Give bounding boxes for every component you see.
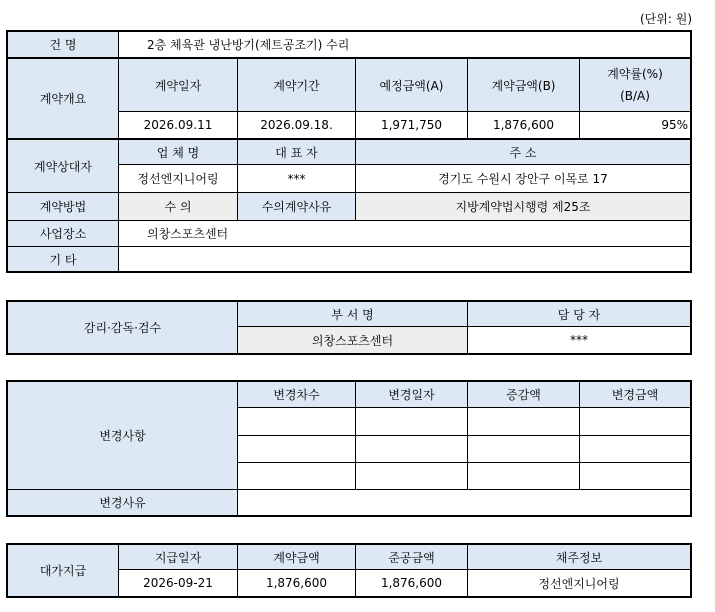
overview-label: 계약개요 xyxy=(8,59,118,138)
changes-header-amount: 변경금액 xyxy=(580,382,690,407)
site-label: 사업장소 xyxy=(8,221,118,246)
header-contract-rate xyxy=(580,59,690,111)
party-value-company: 정선엔지니어링 xyxy=(137,172,219,186)
etc-value xyxy=(119,247,690,271)
party-value-representative: *** xyxy=(287,171,306,186)
party-header-address: 주 소 xyxy=(356,140,690,164)
etc-label: 기 타 xyxy=(8,247,118,271)
value-estimated-amount: 1,971,750 xyxy=(380,118,443,132)
header-estimated-amount: 예정금액(A) xyxy=(356,59,467,111)
method-value: 수 의 xyxy=(119,193,237,220)
payment-header-completion-amount: 준공금액 xyxy=(356,545,467,569)
value-contract-period: 2026.09.18. xyxy=(260,118,333,132)
value-contract-date: 2026.09.11 xyxy=(143,118,213,132)
payment-value-contract-amount: 1,876,600 xyxy=(265,576,328,590)
changes-header-date: 변경일자 xyxy=(356,382,467,407)
inspection-label: 감리·감독·검수 xyxy=(8,302,237,353)
title-value: 2층 체육관 냉난방기(제트공조기) 수리 xyxy=(147,38,350,52)
payment-header-date: 지급일자 xyxy=(119,545,237,569)
value-contract-amount: 1,876,600 xyxy=(492,118,555,132)
party-header-company: 업 체 명 xyxy=(119,140,237,164)
party-value-address: 경기도 수원시 장안구 이목로 17 xyxy=(438,172,608,186)
reason-label: 수의계약사유 xyxy=(238,193,355,220)
changes-label: 변경사항 xyxy=(8,382,237,489)
payment-header-creditor: 채주정보 xyxy=(468,545,690,569)
payment-value-date: 2026-09-21 xyxy=(143,576,213,590)
value-contract-rate: 95% xyxy=(661,118,688,132)
header-contract-rate-line2: (B/A) xyxy=(620,89,650,103)
unit-label: (단위: 원) xyxy=(640,12,692,26)
inspection-header-department: 부 서 명 xyxy=(238,302,467,326)
inspection-value-department: 의창스포츠센터 xyxy=(238,327,467,353)
method-label: 계약방법 xyxy=(8,193,118,220)
site-value: 의창스포츠센터 xyxy=(147,227,229,241)
inspection-value-manager: *** xyxy=(570,333,588,347)
changes-header-round: 변경차수 xyxy=(238,382,355,407)
party-header-representative: 대 표 자 xyxy=(238,140,355,164)
changes-header-delta: 증감액 xyxy=(468,382,579,407)
header-contract-rate-line1: 계약률(%) xyxy=(607,67,663,81)
reason-value: 지방계약법시행령 제25조 xyxy=(356,193,690,220)
party-label: 계약상대자 xyxy=(8,140,118,192)
payment-value-completion-amount: 1,876,600 xyxy=(380,576,443,590)
changes-reason-label: 변경사유 xyxy=(8,490,237,515)
payment-header-contract-amount: 계약금액 xyxy=(238,545,355,569)
header-contract-period: 계약기간 xyxy=(238,59,355,111)
inspection-header-manager: 담 당 자 xyxy=(468,302,690,326)
payment-label: 대가지급 xyxy=(8,545,118,596)
title-label: 건 명 xyxy=(8,32,118,57)
payment-value-creditor: 정선엔지니어링 xyxy=(538,576,620,591)
header-contract-date: 계약일자 xyxy=(119,59,237,111)
header-contract-amount: 계약금액(B) xyxy=(468,59,579,111)
